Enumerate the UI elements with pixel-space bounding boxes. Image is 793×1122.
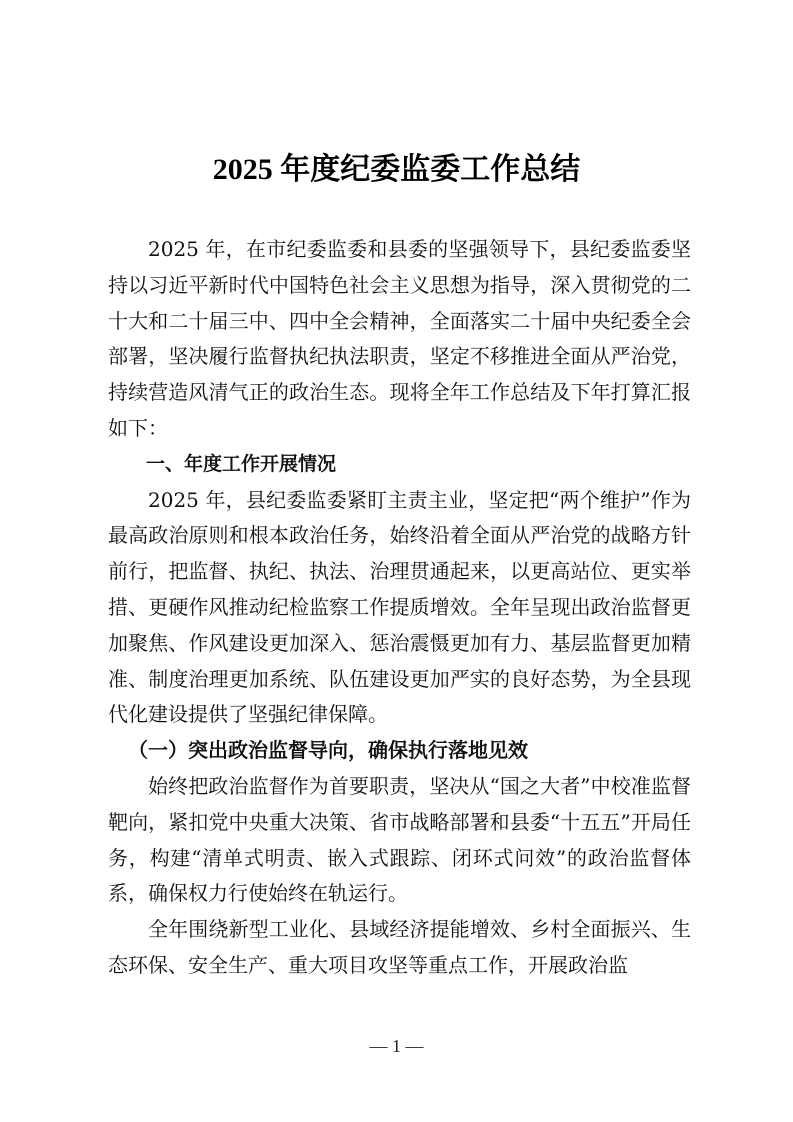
section-paragraph-annual-work: 2025 年，县纪委监委紧盯主责主业，坚定把“两个维护”作为最高政治原则和根本政治任务，始终沿着全面从严治党的战略方针前行，把监督、执纪、执法、治理贯通起来，以更高站位、更实举措、更硬作风推动纪检监察工作提质增效。全年呈现出政治监督更加聚焦、作风建设更加深入、惩治震慑更加有力、基层监督更加精准、制度治理更加系统、队伍建设更加严实的良好态势，为全县现代化建设提供了坚强纪律保障。 xyxy=(108,487,691,727)
document-title: 2025 年度纪委监委工作总结 xyxy=(212,153,581,186)
subsection-paragraph-key-work: 全年围绕新型工业化、县域经济提能增效、乡村全面振兴、生态环保、安全生产、重大项目攻坚等重点工作，开展政治监 xyxy=(108,917,691,977)
page-number: — 1 — xyxy=(369,1036,424,1056)
document-body xyxy=(108,232,691,984)
intro-paragraph: 2025 年，在市纪委监委和县委的坚强领导下，县纪委监委坚持以习近平新时代中国特色社会主义思想为指导，深入贯彻党的二十大和二十届三中、四中全会精神，全面落实二十届中央纪委全会部署，坚决履行监督执纪执法职责，坚定不移推进全面从严治党，持续营造风清气正的政治生态。现将全年工作总结及下年打算汇报如下： xyxy=(108,237,691,440)
section-heading-annual-work: 一、年度工作开展情况 xyxy=(146,452,337,475)
subsection-paragraph-political-supervision: 始终把政治监督作为首要职责，坚决从“国之大者”中校准监督靶向，紧扣党中央重大决策、省市战略部署和县委“十五五”开局任务，构建“清单式明责、嵌入式跟踪、闭环式问效”的政治监督体系，确保权力行使始终在轨运行。 xyxy=(108,773,691,906)
subsection-heading-political-supervision: （一）突出政治监督导向，确保执行落地见效 xyxy=(128,738,528,763)
